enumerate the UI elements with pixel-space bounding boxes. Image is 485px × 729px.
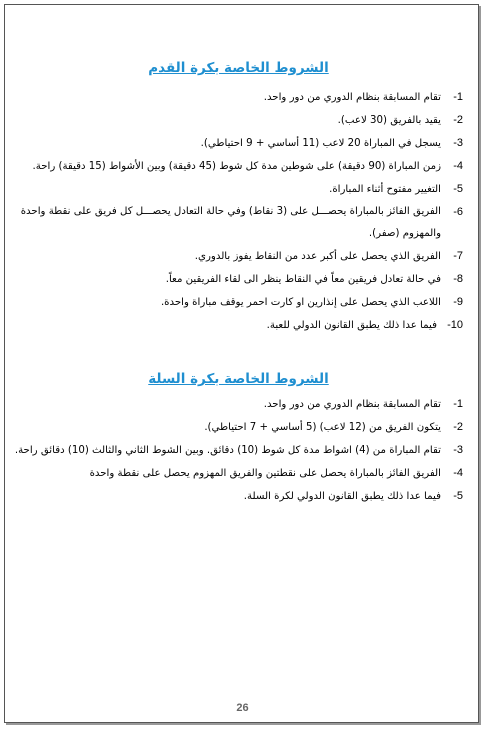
item-text: في حالة تعادل فريقين معاً في النقاط ينظر الى لقاء الفريقين معاً. bbox=[165, 274, 441, 285]
item-text: زمن المباراة (90 دقيقة) على شوطين مدة كل شوط (45 دقيقة) وبين الأشواط (15 دقيقة) راحة. bbox=[32, 161, 441, 172]
item-number: 9- bbox=[453, 296, 463, 308]
item-text: تقام المباراة من (4) اشواط مدة كل شوط (10) دقائق. وبين الشوط الثاني والثالث (10) دقائق راحة. bbox=[14, 445, 441, 456]
item-number: 7- bbox=[453, 250, 463, 262]
page-number: 26 bbox=[236, 702, 249, 714]
list-item bbox=[14, 393, 463, 416]
list-item bbox=[14, 485, 463, 508]
item-text: التغيير مفتوح أثناء المباراة. bbox=[329, 184, 441, 195]
list-item bbox=[14, 245, 463, 268]
football-rules-list bbox=[14, 86, 463, 337]
list-item bbox=[14, 439, 463, 462]
item-text: الفريق الفائز بالمباراة يحصل على نقطتين والفريق المهزوم يحصل على نقطة واحدة bbox=[89, 468, 441, 479]
item-number: 8- bbox=[453, 273, 463, 285]
list-item bbox=[14, 462, 463, 485]
list-item bbox=[14, 314, 463, 337]
item-number: 2- bbox=[453, 421, 463, 433]
list-item bbox=[14, 416, 463, 439]
list-item bbox=[14, 268, 463, 291]
item-number: 5- bbox=[453, 183, 463, 195]
list-item bbox=[14, 291, 463, 314]
item-number: 6- bbox=[453, 206, 463, 218]
basketball-rules-list bbox=[14, 393, 463, 508]
list-item bbox=[14, 132, 463, 155]
item-text: فيما عدا ذلك يطبق القانون الدولي لكرة السلة. bbox=[243, 491, 441, 502]
list-item bbox=[14, 155, 463, 178]
item-number: 2- bbox=[453, 114, 463, 126]
item-text: يقيد بالفريق (30 لاعب). bbox=[337, 115, 441, 126]
item-text: فيما عدا ذلك يطبق القانون الدولي للعبة. bbox=[266, 320, 437, 331]
list-item bbox=[14, 178, 463, 201]
item-text: الفريق الفائز بالمباراة يحصـــل على (3 نقاط) وفي حالة التعادل يحصـــل كل فريق على نقطة واحدة والمهزوم (صفر). bbox=[20, 206, 441, 239]
list-item bbox=[14, 109, 463, 132]
item-text: يتكون الفريق من (12 لاعب) (5 أساسي + 7 احتياطي). bbox=[204, 422, 441, 433]
item-number: 1- bbox=[453, 398, 463, 410]
item-number: 5- bbox=[453, 490, 463, 502]
item-number: 3- bbox=[453, 444, 463, 456]
item-text: اللاعب الذي يحصل على إنذارين او كارت احمر يوقف مباراة واحدة. bbox=[160, 297, 441, 308]
item-text: الفريق الذي يحصل على أكبر عدد من النقاط يفوز بالدوري. bbox=[194, 251, 441, 262]
list-item bbox=[14, 201, 463, 245]
item-number: 1- bbox=[453, 91, 463, 103]
item-text: تقام المسابقة بنظام الدوري من دور واحد. bbox=[263, 92, 441, 103]
item-text: تقام المسابقة بنظام الدوري من دور واحد. bbox=[263, 399, 441, 410]
football-section-title: الشروط الخاصة بكرة القدم bbox=[148, 60, 329, 76]
basketball-section-title: الشروط الخاصة بكرة السلة bbox=[148, 371, 329, 387]
item-number: 4- bbox=[453, 160, 463, 172]
item-number: 4- bbox=[453, 467, 463, 479]
list-item bbox=[14, 86, 463, 109]
item-number: 10- bbox=[447, 319, 463, 331]
item-text: يسجل في المباراة 20 لاعب (11 أساسي + 9 احتياطي). bbox=[200, 138, 441, 149]
item-number: 3- bbox=[453, 137, 463, 149]
